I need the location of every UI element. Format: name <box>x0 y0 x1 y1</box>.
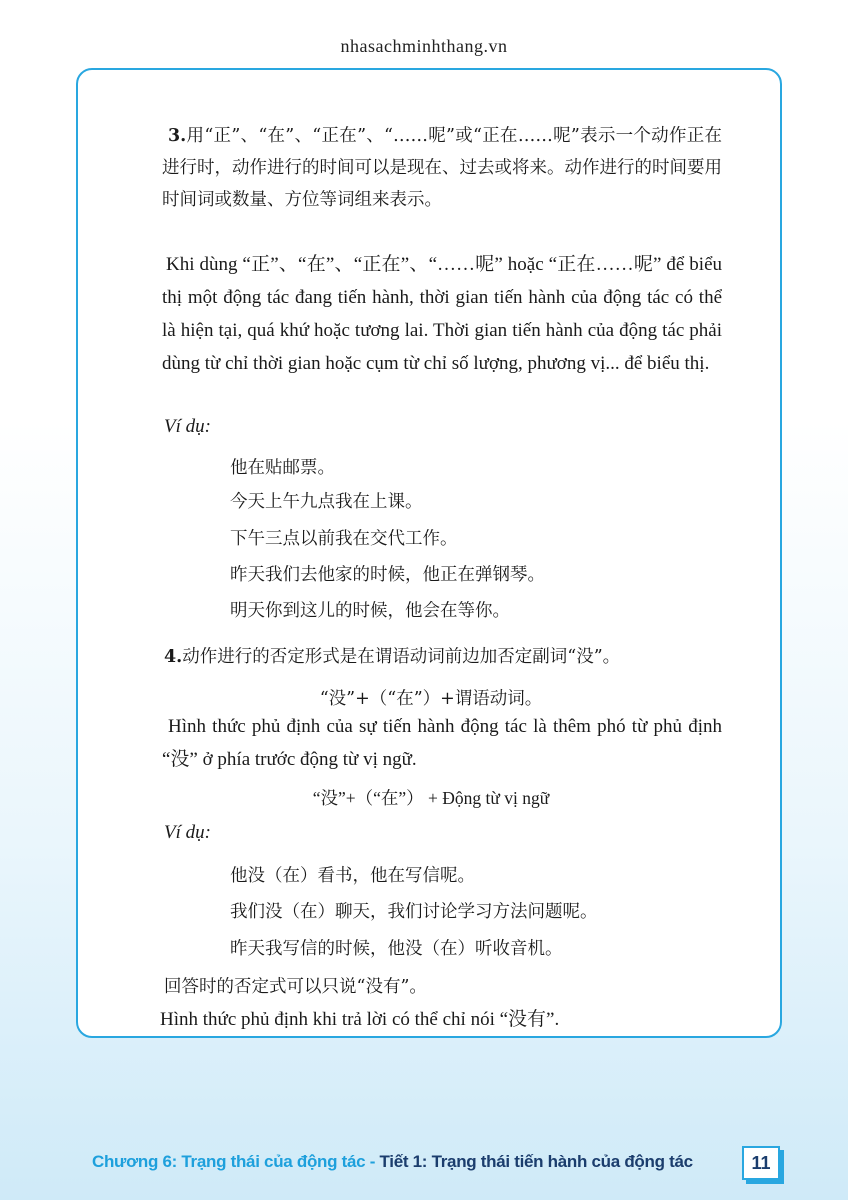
section4-formula-vietnamese: “没”+（“在”） + Động từ vị ngữ <box>312 788 550 808</box>
section3-example-3: 下午三点以前我在交代工作。 <box>230 529 458 549</box>
site-header: nhasachminhthang.vn <box>340 36 508 56</box>
footer-title <box>92 1152 693 1172</box>
section3-number: 3. <box>168 126 187 146</box>
section3-example-2: 今天上午九点我在上课。 <box>230 492 423 512</box>
section4-formula-chinese: “没”+（“在”）+谓语动词。 <box>319 689 543 709</box>
page-number: 11 <box>742 1146 780 1180</box>
section3-chinese-text: 用“正”、“在”、“正在”、“……呢”或“正在……呢”表示一个动作正在进行时，动作进行的时间可以是现在、过去或将来。动作进行的时间要用时间词或数量、方位等词组来表示。 <box>162 126 722 210</box>
section4-example-3: 昨天我写信的时候，他没（在）听收音机。 <box>230 939 563 959</box>
section4-vietnamese: Hình thức phủ định của sự tiến hành động tác là thêm phó từ phủ định “没” ở phía trước động từ vị ngữ. <box>162 716 722 770</box>
section3-example-4: 昨天我们去他家的时候，他正在弹钢琴。 <box>230 565 545 585</box>
footer-chapter: Chương 6: Trạng thái của động tác - <box>92 1152 380 1171</box>
section4-number: 4. <box>164 647 183 667</box>
section4-example-2: 我们没（在）聊天，我们讨论学习方法问题呢。 <box>230 902 598 922</box>
section3-example-1: 他在贴邮票。 <box>230 458 335 478</box>
section3-vietnamese: Khi dùng “正”、“在”、“正在”、“……呢” hoặc “正在……呢” để biểu thị một động tác đang tiến hành, thời gian tiến hành của động tác có thể là hiện tại, quá khứ hoặc tương lai. Thời gian tiến hành của động tác phải dùng từ chỉ thời gian hoặc cụm từ chỉ số lượng, phương vị... để biểu thị. <box>162 254 722 374</box>
footer-lesson: Tiết 1: Trạng thái tiến hành của động tác <box>379 1152 693 1171</box>
section3-chinese <box>162 120 722 216</box>
section3-example-label: Ví dụ: <box>164 416 211 437</box>
section4-example-1: 他没（在）看书，他在写信呢。 <box>230 866 475 886</box>
content-box <box>76 68 782 1038</box>
section4-answer-vietnamese: Hình thức phủ định khi trả lời có thể chỉ nói “没有”. <box>160 1009 560 1030</box>
section4-chinese-text: 动作进行的否定形式是在谓语动词前边加否定副词“没”。 <box>182 647 621 667</box>
section4-chinese <box>164 643 620 668</box>
section4-answer-chinese: 回答时的否定式可以只说“没有”。 <box>164 977 427 997</box>
section3-example-5: 明天你到这儿的时候，他会在等你。 <box>230 601 510 621</box>
section4-example-label: Ví dụ: <box>164 822 211 843</box>
